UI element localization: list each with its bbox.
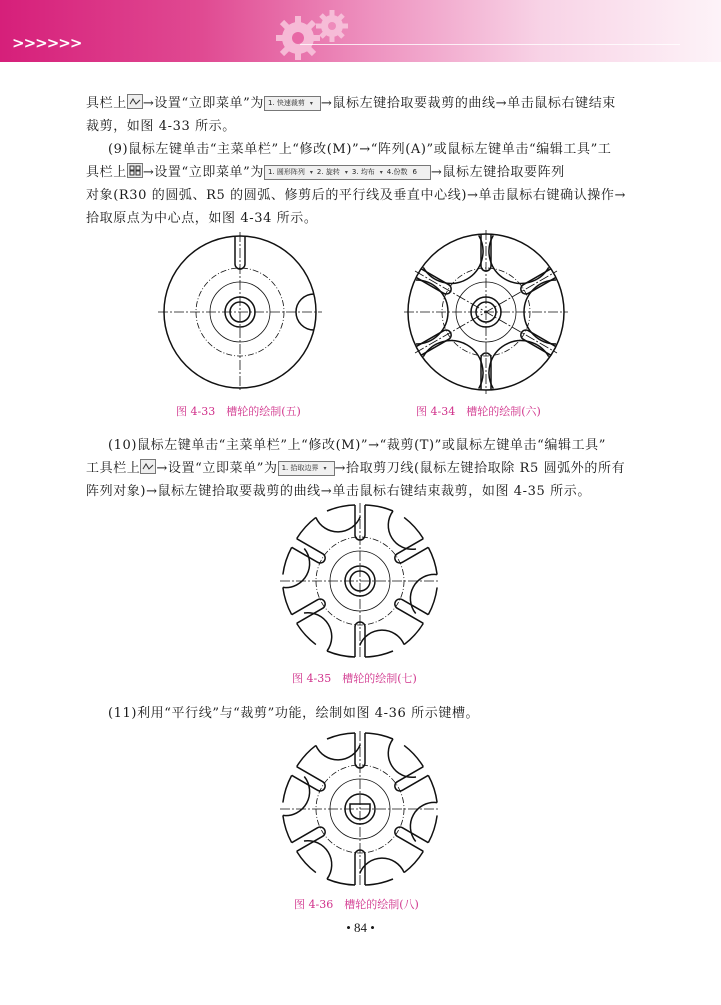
- page-header-band: [0, 0, 721, 62]
- gear-icon: [268, 4, 358, 62]
- immediate-menu-trim: [264, 96, 321, 111]
- text: →设置“立即菜单”为: [142, 165, 264, 180]
- text: 拾取原点为中心点，如图 4-34 所示。: [86, 211, 318, 226]
- menu-value: 6: [412, 168, 417, 176]
- text: →鼠标左键拾取要阵列: [430, 165, 565, 180]
- dropdown-arrow-icon: ▾: [379, 169, 383, 176]
- immediate-menu-array: [264, 165, 431, 180]
- text: →鼠标左键拾取要裁剪的曲线→单击鼠标右键结束: [320, 96, 616, 111]
- text: (9)鼠标左键单击“主菜单栏”上“修改(M)”→“阵列(A)”或鼠标左键单击“编辑工具”工: [108, 142, 612, 157]
- dropdown-arrow-icon: ▾: [323, 465, 327, 472]
- header-chevrons: >>>>>>: [12, 34, 82, 52]
- trim-tool-icon: [127, 94, 143, 109]
- menu-item: 1. 拾取边界: [281, 464, 319, 472]
- paragraph-step-10: [86, 434, 642, 503]
- text: 阵列对象)→鼠标左键拾取要裁剪的曲线→单击鼠标右键结束裁剪，如图 4-35 所示。: [86, 484, 591, 499]
- dropdown-arrow-icon: ▾: [344, 169, 348, 176]
- immediate-menu-boundary: [278, 461, 335, 476]
- menu-item: 4.份数: [386, 168, 408, 176]
- paragraph-step-11: [86, 702, 642, 725]
- menu-item: 3. 均布: [351, 168, 375, 176]
- figure-4-34: [396, 222, 576, 402]
- figure-4-36: [272, 726, 448, 894]
- figure-caption: 图 4-35 槽轮的绘制(七): [292, 672, 417, 685]
- paragraph-trim: [86, 92, 642, 138]
- menu-item: 2. 旋转: [316, 168, 340, 176]
- text: 对象(R30 的圆弧、R5 的圆弧、修剪后的平行线及垂直中心线)→单击鼠标右键确认操作→: [86, 188, 626, 203]
- text: →拾取剪刀线(鼠标左键拾取除 R5 圆弧外的所有: [334, 461, 626, 476]
- dropdown-arrow-icon: ▾: [309, 169, 313, 176]
- figure-caption: 图 4-34 槽轮的绘制(六): [416, 405, 541, 418]
- text: →设置“立即菜单”为: [142, 96, 264, 111]
- trim-tool-icon: [140, 459, 156, 474]
- text: →设置“立即菜单”为: [156, 461, 278, 476]
- header-rule: [300, 44, 680, 45]
- text: 裁剪，如图 4-33 所示。: [86, 119, 236, 134]
- menu-item: 1. 快速裁剪: [268, 99, 305, 107]
- page-number: • 84 •: [346, 920, 375, 935]
- menu-item: 1. 圆形阵列: [268, 168, 305, 176]
- text: (10)鼠标左键单击“主菜单栏”上“修改(M)”→“裁剪(T)”或鼠标左键单击“编辑工具”: [108, 438, 607, 453]
- figure-caption: 图 4-33 槽轮的绘制(五): [176, 405, 301, 418]
- paragraph-step-9: [86, 138, 642, 230]
- dropdown-arrow-icon: ▾: [309, 100, 313, 107]
- text: 工具栏上: [86, 461, 141, 476]
- text: (11)利用“平行线”与“裁剪”功能，绘制如图 4-36 所示键槽。: [108, 706, 480, 721]
- figure-4-35: [272, 497, 448, 667]
- figure-caption: 图 4-36 槽轮的绘制(八): [294, 898, 419, 911]
- text: 具栏上: [86, 165, 127, 180]
- text: 具栏上: [86, 96, 127, 111]
- figure-4-33: [150, 222, 330, 402]
- array-tool-icon: [127, 163, 143, 178]
